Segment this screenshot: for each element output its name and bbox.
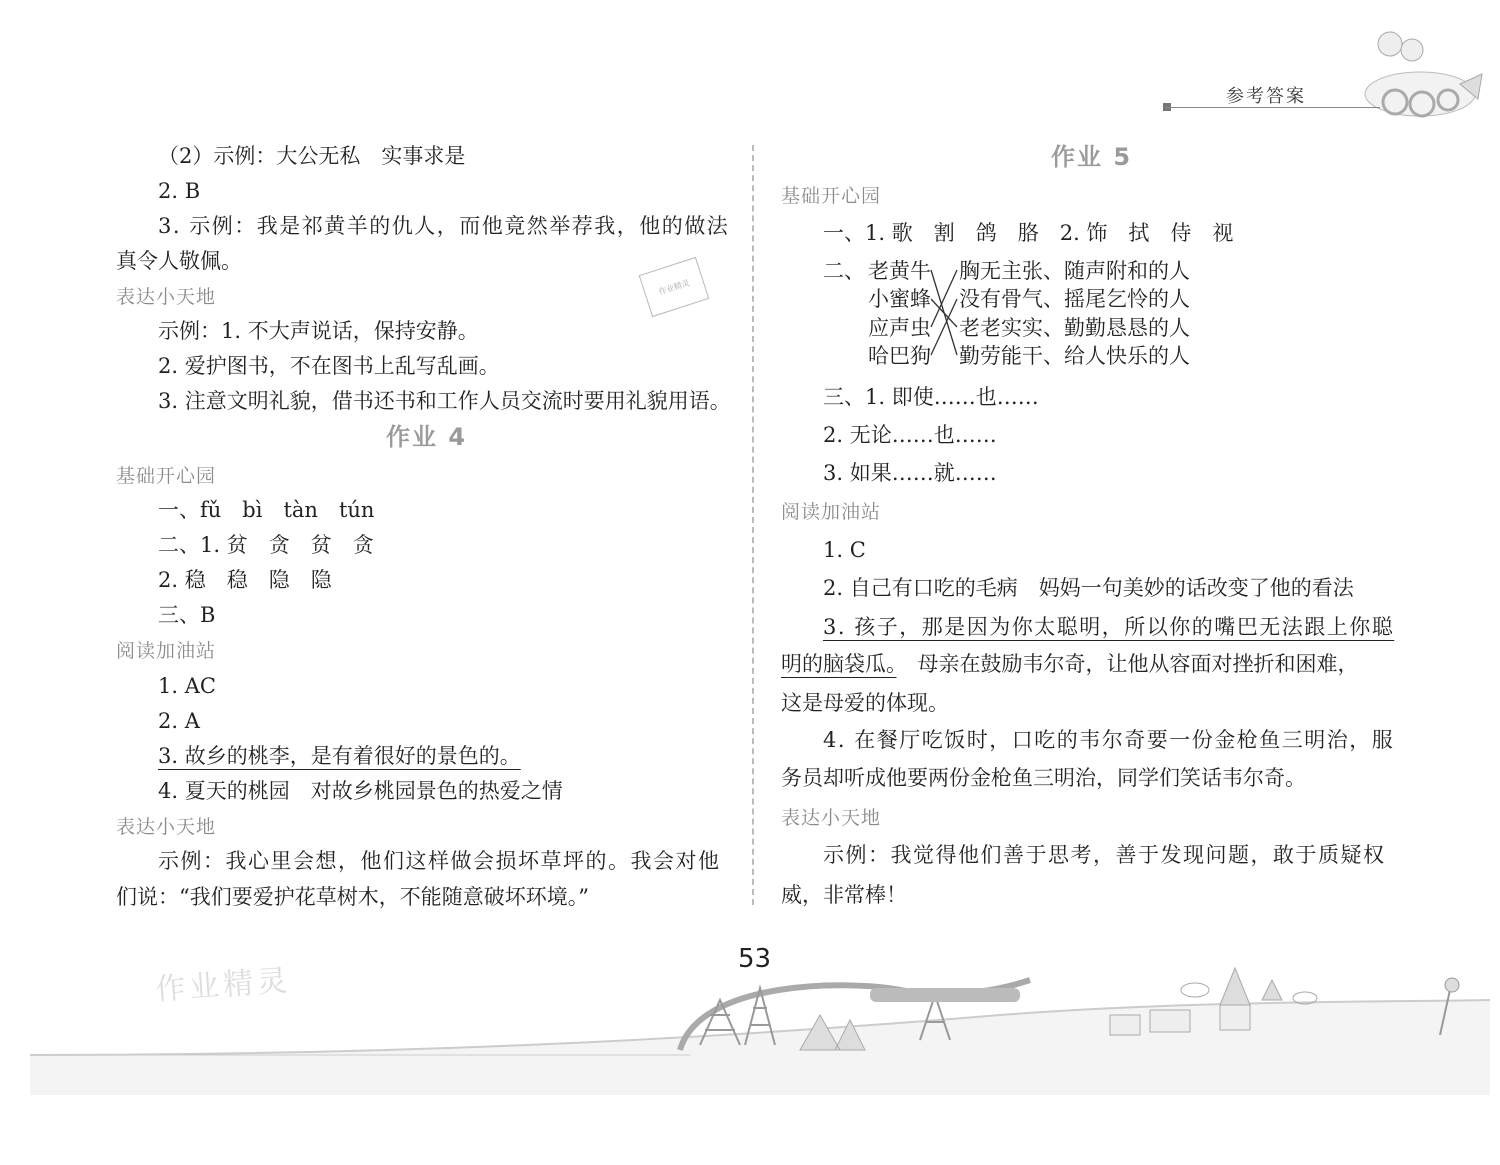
match-left-item: 老黄牛 xyxy=(868,259,931,283)
matching-lines xyxy=(781,138,1396,398)
text-span: 母亲在鼓励韦尔奇，让他从容面对挫折和困难， xyxy=(896,652,1359,676)
text-line: 二、 xyxy=(823,259,865,283)
text-line: 2. 无论……也…… xyxy=(823,423,997,447)
text-line: 3. 孩子，那是因为你太聪明，所以你的嘴巴无法跟上你聪 xyxy=(823,615,1395,639)
section-heading: 基础开心园 xyxy=(116,465,217,487)
text-line: 三、1. 即使……也…… xyxy=(823,385,1039,409)
text-line: 4. 夏天的桃园 对故乡桃园景色的热爱之情 xyxy=(158,779,563,803)
text-line: 真令人敬佩。 xyxy=(116,249,242,273)
rocket-kids-illustration xyxy=(1350,14,1485,134)
match-line xyxy=(931,270,957,327)
section-heading: 表达小天地 xyxy=(116,816,217,838)
text-line: （2）示例：大公无私 实事求是 xyxy=(158,144,466,168)
assignment-title: 作业 5 xyxy=(1051,143,1133,171)
text-line: 三、B xyxy=(158,603,216,627)
match-left-item: 哈巴狗 xyxy=(868,344,931,368)
watermark-text: 作业精灵 xyxy=(154,963,293,1008)
match-line xyxy=(931,299,957,355)
match-right-item: 胸无主张、随声附和的人 xyxy=(959,259,1190,283)
text-line: 威，非常棒！ xyxy=(781,883,907,907)
text-line: 3. 注意文明礼貌，借书还书和工作人员交流时要用礼貌用语。 xyxy=(158,389,731,413)
assignment-title: 作业 4 xyxy=(386,423,468,451)
text-line: 二、1. 贫 贪 贫 贪 xyxy=(158,533,374,557)
match-right-item: 没有骨气、摇尾乞怜的人 xyxy=(959,287,1190,311)
underlined-answer: 明的脑袋瓜。 xyxy=(781,652,897,676)
text-line: 们说：“我们要爱护花草树木，不能随意破坏环境。” xyxy=(116,885,589,909)
header-label: 参考答案 xyxy=(1226,86,1306,107)
text-line xyxy=(781,649,1359,679)
match-right-item: 老老实实、勤勤恳恳的人 xyxy=(959,316,1190,340)
text-line: 3. 故乡的桃李，是有着很好的景色的。 xyxy=(158,744,521,768)
text-line: 1. AC xyxy=(158,674,216,698)
text-line: 示例：我心里会想，他们这样做会损坏草坪的。我会对他 xyxy=(158,849,721,873)
text-line: 示例：我觉得他们善于思考，善于发现问题，敢于质疑权 xyxy=(823,843,1386,867)
text-line: 4. 在餐厅吃饭时，口吃的韦尔奇要一份金枪鱼三明治，服 xyxy=(823,728,1395,752)
column-divider xyxy=(752,145,754,905)
section-heading: 基础开心园 xyxy=(781,185,882,207)
section-heading: 阅读加油站 xyxy=(116,640,217,662)
match-left-item: 应声虫 xyxy=(868,316,931,340)
text-line: 示例：1. 不大声说话，保持安静。 xyxy=(158,319,479,343)
match-line xyxy=(931,299,957,327)
text-line: 一、fǔ bì tàn tún xyxy=(158,498,375,522)
match-left-item: 小蜜蜂 xyxy=(868,287,931,311)
text-line: 2. 稳 稳 隐 隐 xyxy=(158,568,332,592)
text-line: 1. C xyxy=(823,538,866,562)
text-line: 2. 爱护图书，不在图书上乱写乱画。 xyxy=(158,354,500,378)
text-line: 2. B xyxy=(158,179,201,203)
text-line: 3. 如果……就…… xyxy=(823,461,997,485)
section-heading: 阅读加油站 xyxy=(781,501,882,523)
page-number: 53 xyxy=(738,944,772,974)
section-heading: 表达小天地 xyxy=(781,807,882,829)
match-right-item: 勤劳能干、给人快乐的人 xyxy=(959,344,1190,368)
text-line: 3. 示例：我是祁黄羊的仇人，而他竟然举荐我，他的做法 xyxy=(158,214,730,238)
section-heading: 表达小天地 xyxy=(116,286,217,308)
text-line: 2. 自己有口吃的毛病 妈妈一句美妙的话改变了他的看法 xyxy=(823,576,1354,600)
text-line: 2. A xyxy=(158,709,200,733)
text-line: 务员却听成他要两份金枪鱼三明治，同学们笑话韦尔奇。 xyxy=(781,766,1306,790)
text-line: 这是母爱的体现。 xyxy=(781,691,949,715)
text-line: 一、1. 歌 割 鸽 胳 2. 饰 拭 侍 视 xyxy=(823,221,1234,245)
stamp-image: 作业精灵 xyxy=(639,257,710,317)
